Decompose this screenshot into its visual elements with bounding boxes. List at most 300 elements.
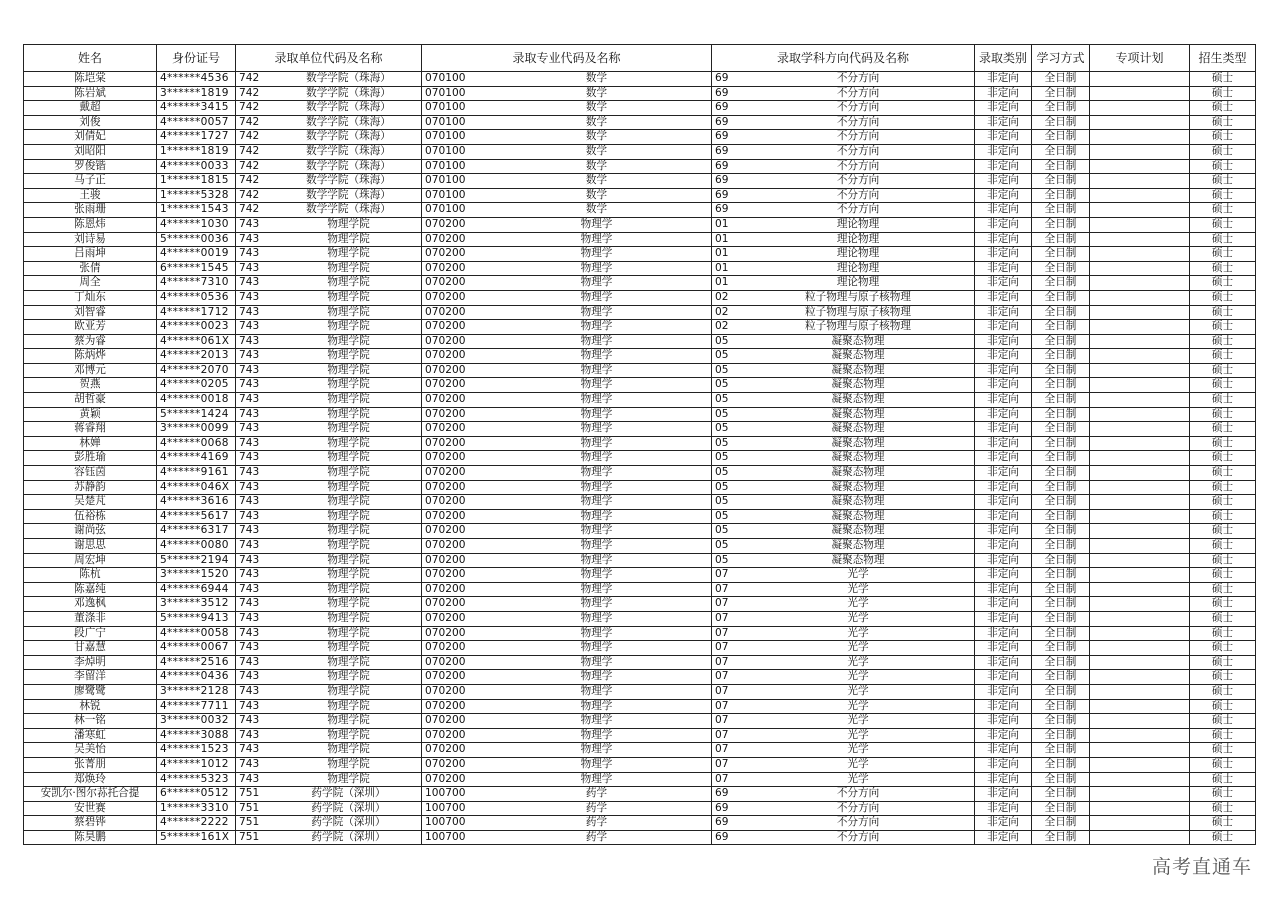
cell-major	[422, 466, 712, 481]
cell-special-plan	[1090, 232, 1190, 247]
cell-direction	[712, 159, 975, 174]
cell-unit	[236, 349, 422, 364]
cell-study-mode: 全日制	[1032, 72, 1090, 87]
header-category: 录取类别	[975, 45, 1032, 72]
cell-name: 丁灿东	[24, 290, 157, 305]
cell-name: 伍裕栋	[24, 509, 157, 524]
table-row	[24, 407, 1256, 422]
unit-code: 743	[239, 276, 260, 289]
unit-code: 743	[239, 363, 260, 376]
cell-unit	[236, 436, 422, 451]
cell-id-number: 4******4169	[157, 451, 236, 466]
cell-enroll-type: 硕士	[1190, 144, 1256, 159]
unit-name: 物理学院	[327, 568, 370, 581]
cell-study-mode: 全日制	[1032, 655, 1090, 670]
major-code: 070200	[425, 320, 466, 333]
direction-name: 光学	[847, 597, 869, 610]
cell-special-plan	[1090, 684, 1190, 699]
cell-name: 陈炳烨	[24, 349, 157, 364]
major-name: 物理学	[580, 553, 613, 566]
cell-category: 非定向	[975, 115, 1032, 130]
direction-name: 不分方向	[836, 86, 880, 99]
cell-id-number: 4******0067	[157, 641, 236, 656]
unit-name: 数学学院（珠海）	[306, 144, 391, 157]
table-row	[24, 232, 1256, 247]
cell-name: 陈杭	[24, 568, 157, 583]
cell-enroll-type: 硕士	[1190, 320, 1256, 335]
cell-special-plan	[1090, 436, 1190, 451]
cell-study-mode: 全日制	[1032, 626, 1090, 641]
direction-code: 05	[715, 378, 729, 391]
major-name: 物理学	[580, 247, 613, 260]
cell-direction	[712, 553, 975, 568]
cell-enroll-type: 硕士	[1190, 728, 1256, 743]
unit-code: 751	[239, 830, 260, 843]
table-row	[24, 451, 1256, 466]
cell-special-plan	[1090, 626, 1190, 641]
cell-study-mode: 全日制	[1032, 86, 1090, 101]
direction-name: 不分方向	[836, 101, 880, 114]
cell-category: 非定向	[975, 670, 1032, 685]
direction-name: 光学	[847, 743, 869, 756]
cell-direction	[712, 247, 975, 262]
cell-study-mode: 全日制	[1032, 144, 1090, 159]
cell-major	[422, 480, 712, 495]
major-code: 070100	[425, 174, 466, 187]
cell-enroll-type: 硕士	[1190, 261, 1256, 276]
major-name: 物理学	[580, 611, 613, 624]
unit-code: 743	[239, 553, 260, 566]
cell-study-mode: 全日制	[1032, 436, 1090, 451]
unit-code: 743	[239, 261, 260, 274]
cell-major	[422, 582, 712, 597]
cell-special-plan	[1090, 451, 1190, 466]
cell-enroll-type: 硕士	[1190, 86, 1256, 101]
cell-unit	[236, 320, 422, 335]
cell-direction	[712, 334, 975, 349]
table-row	[24, 217, 1256, 232]
cell-special-plan	[1090, 188, 1190, 203]
direction-code: 05	[715, 451, 729, 464]
unit-name: 物理学院	[327, 582, 370, 595]
major-name: 物理学	[580, 217, 613, 230]
cell-major	[422, 232, 712, 247]
major-code: 070200	[425, 436, 466, 449]
cell-enroll-type: 硕士	[1190, 524, 1256, 539]
unit-name: 物理学院	[327, 655, 370, 668]
cell-unit	[236, 830, 422, 845]
cell-name: 吴楚芃	[24, 495, 157, 510]
cell-unit	[236, 276, 422, 291]
cell-unit	[236, 86, 422, 101]
cell-id-number: 6******1545	[157, 261, 236, 276]
cell-enroll-type: 硕士	[1190, 159, 1256, 174]
major-name: 物理学	[580, 378, 613, 391]
major-code: 070200	[425, 728, 466, 741]
cell-unit	[236, 159, 422, 174]
unit-name: 数学学院（珠海）	[306, 159, 391, 172]
cell-major	[422, 451, 712, 466]
table-row	[24, 305, 1256, 320]
major-name: 数学	[585, 115, 608, 128]
cell-study-mode: 全日制	[1032, 772, 1090, 787]
cell-unit	[236, 539, 422, 554]
major-name: 数学	[585, 130, 608, 143]
major-name: 物理学	[580, 757, 613, 770]
cell-enroll-type: 硕士	[1190, 480, 1256, 495]
major-code: 070200	[425, 626, 466, 639]
cell-id-number: 4******0205	[157, 378, 236, 393]
major-name: 物理学	[580, 422, 613, 435]
direction-code: 69	[715, 86, 729, 99]
major-code: 070100	[425, 203, 466, 216]
cell-unit	[236, 305, 422, 320]
cell-study-mode: 全日制	[1032, 714, 1090, 729]
cell-name: 陈恩炜	[24, 217, 157, 232]
unit-code: 743	[239, 466, 260, 479]
unit-name: 物理学院	[327, 349, 370, 362]
unit-code: 743	[239, 232, 260, 245]
cell-special-plan	[1090, 466, 1190, 481]
cell-unit	[236, 641, 422, 656]
cell-category: 非定向	[975, 276, 1032, 291]
cell-id-number: 4******1712	[157, 305, 236, 320]
direction-name: 凝聚态物理	[831, 349, 885, 362]
cell-name: 郑焕玲	[24, 772, 157, 787]
major-name: 数学	[585, 174, 608, 187]
cell-special-plan	[1090, 159, 1190, 174]
cell-major	[422, 276, 712, 291]
cell-study-mode: 全日制	[1032, 188, 1090, 203]
cell-special-plan	[1090, 480, 1190, 495]
cell-id-number: 4******0058	[157, 626, 236, 641]
direction-name: 凝聚态物理	[831, 524, 885, 537]
cell-direction	[712, 363, 975, 378]
cell-major	[422, 699, 712, 714]
direction-name: 凝聚态物理	[831, 393, 885, 406]
cell-major	[422, 597, 712, 612]
cell-unit	[236, 787, 422, 802]
cell-study-mode: 全日制	[1032, 393, 1090, 408]
cell-category: 非定向	[975, 203, 1032, 218]
cell-direction	[712, 436, 975, 451]
unit-name: 物理学院	[327, 757, 370, 770]
cell-study-mode: 全日制	[1032, 320, 1090, 335]
cell-id-number: 3******3512	[157, 597, 236, 612]
cell-study-mode: 全日制	[1032, 743, 1090, 758]
cell-major	[422, 509, 712, 524]
table-row	[24, 86, 1256, 101]
cell-major	[422, 290, 712, 305]
cell-unit	[236, 290, 422, 305]
cell-category: 非定向	[975, 553, 1032, 568]
cell-name: 林婵	[24, 436, 157, 451]
direction-code: 05	[715, 480, 729, 493]
direction-name: 光学	[847, 670, 869, 683]
cell-id-number: 4******0023	[157, 320, 236, 335]
direction-code: 69	[715, 174, 729, 187]
major-name: 数学	[585, 159, 608, 172]
cell-name: 陈昊鹏	[24, 830, 157, 845]
cell-study-mode: 全日制	[1032, 539, 1090, 554]
table-row	[24, 772, 1256, 787]
cell-major	[422, 655, 712, 670]
unit-code: 742	[239, 188, 260, 201]
cell-major	[422, 407, 712, 422]
cell-major	[422, 830, 712, 845]
unit-code: 751	[239, 801, 260, 814]
direction-name: 不分方向	[836, 159, 880, 172]
cell-major	[422, 393, 712, 408]
cell-direction	[712, 816, 975, 831]
major-code: 070200	[425, 655, 466, 668]
cell-id-number: 4******1012	[157, 757, 236, 772]
cell-unit	[236, 714, 422, 729]
major-name: 药学	[585, 787, 608, 800]
cell-major	[422, 334, 712, 349]
cell-category: 非定向	[975, 757, 1032, 772]
direction-name: 光学	[847, 684, 869, 697]
cell-direction	[712, 626, 975, 641]
unit-code: 743	[239, 393, 260, 406]
cell-special-plan	[1090, 72, 1190, 87]
direction-code: 01	[715, 232, 729, 245]
cell-category: 非定向	[975, 72, 1032, 87]
cell-special-plan	[1090, 349, 1190, 364]
cell-category: 非定向	[975, 407, 1032, 422]
cell-category: 非定向	[975, 568, 1032, 583]
cell-enroll-type: 硕士	[1190, 188, 1256, 203]
table-row	[24, 539, 1256, 554]
cell-unit	[236, 174, 422, 189]
major-code: 070200	[425, 641, 466, 654]
unit-code: 743	[239, 757, 260, 770]
cell-category: 非定向	[975, 816, 1032, 831]
cell-id-number: 4******7310	[157, 276, 236, 291]
direction-code: 07	[715, 743, 729, 756]
cell-direction	[712, 670, 975, 685]
direction-code: 05	[715, 495, 729, 508]
cell-unit	[236, 72, 422, 87]
major-name: 物理学	[580, 276, 613, 289]
cell-id-number: 3******1819	[157, 86, 236, 101]
major-name: 物理学	[580, 684, 613, 697]
direction-code: 69	[715, 203, 729, 216]
cell-special-plan	[1090, 582, 1190, 597]
cell-category: 非定向	[975, 801, 1032, 816]
unit-name: 数学学院（珠海）	[306, 188, 391, 201]
cell-major	[422, 772, 712, 787]
cell-category: 非定向	[975, 655, 1032, 670]
cell-direction	[712, 480, 975, 495]
cell-major	[422, 320, 712, 335]
cell-id-number: 4******2222	[157, 816, 236, 831]
major-code: 070200	[425, 495, 466, 508]
cell-unit	[236, 144, 422, 159]
direction-code: 07	[715, 684, 729, 697]
major-name: 物理学	[580, 451, 613, 464]
cell-id-number: 3******1520	[157, 568, 236, 583]
cell-category: 非定向	[975, 305, 1032, 320]
cell-enroll-type: 硕士	[1190, 684, 1256, 699]
direction-name: 凝聚态物理	[831, 466, 885, 479]
direction-code: 01	[715, 261, 729, 274]
direction-name: 凝聚态物理	[831, 363, 885, 376]
cell-unit	[236, 509, 422, 524]
cell-major	[422, 714, 712, 729]
major-code: 070100	[425, 144, 466, 157]
cell-major	[422, 115, 712, 130]
major-code: 070100	[425, 72, 466, 84]
cell-special-plan	[1090, 261, 1190, 276]
major-name: 物理学	[580, 320, 613, 333]
cell-direction	[712, 115, 975, 130]
cell-id-number: 4******0068	[157, 436, 236, 451]
cell-name: 容钰茵	[24, 466, 157, 481]
table-row	[24, 568, 1256, 583]
cell-special-plan	[1090, 568, 1190, 583]
major-name: 物理学	[580, 743, 613, 756]
cell-unit	[236, 363, 422, 378]
cell-id-number: 1******1819	[157, 144, 236, 159]
cell-unit	[236, 626, 422, 641]
cell-direction	[712, 539, 975, 554]
cell-study-mode: 全日制	[1032, 451, 1090, 466]
cell-direction	[712, 714, 975, 729]
direction-name: 粒子物理与原子核物理	[805, 290, 911, 303]
cell-study-mode: 全日制	[1032, 276, 1090, 291]
table-row	[24, 480, 1256, 495]
unit-code: 743	[239, 436, 260, 449]
cell-name: 刘昭阳	[24, 144, 157, 159]
cell-enroll-type: 硕士	[1190, 349, 1256, 364]
table-header-row	[24, 45, 1256, 72]
cell-id-number: 5******161X	[157, 830, 236, 845]
cell-name: 王骏	[24, 188, 157, 203]
cell-unit	[236, 422, 422, 437]
cell-major	[422, 801, 712, 816]
cell-unit	[236, 553, 422, 568]
unit-name: 数学学院（珠海）	[306, 174, 391, 187]
major-name: 物理学	[580, 436, 613, 449]
unit-name: 物理学院	[327, 393, 370, 406]
cell-enroll-type: 硕士	[1190, 714, 1256, 729]
cell-unit	[236, 568, 422, 583]
cell-study-mode: 全日制	[1032, 466, 1090, 481]
cell-direction	[712, 451, 975, 466]
cell-category: 非定向	[975, 539, 1032, 554]
unit-name: 数学学院（珠海）	[306, 203, 391, 216]
major-code: 070200	[425, 466, 466, 479]
cell-id-number: 5******2194	[157, 553, 236, 568]
major-name: 药学	[585, 830, 608, 843]
cell-enroll-type: 硕士	[1190, 509, 1256, 524]
unit-code: 743	[239, 611, 260, 624]
direction-code: 69	[715, 130, 729, 143]
cell-study-mode: 全日制	[1032, 101, 1090, 116]
table-row	[24, 393, 1256, 408]
unit-name: 物理学院	[327, 334, 370, 347]
cell-enroll-type: 硕士	[1190, 772, 1256, 787]
cell-id-number: 4******2013	[157, 349, 236, 364]
cell-enroll-type: 硕士	[1190, 816, 1256, 831]
cell-id-number: 4******1523	[157, 743, 236, 758]
major-code: 070200	[425, 261, 466, 274]
direction-code: 05	[715, 349, 729, 362]
direction-name: 凝聚态物理	[831, 539, 885, 551]
cell-id-number: 4******2070	[157, 363, 236, 378]
table-row	[24, 363, 1256, 378]
cell-special-plan	[1090, 203, 1190, 218]
cell-special-plan	[1090, 115, 1190, 130]
cell-enroll-type: 硕士	[1190, 466, 1256, 481]
cell-name: 刘智睿	[24, 305, 157, 320]
header-major: 录取专业代码及名称	[422, 45, 712, 72]
cell-study-mode: 全日制	[1032, 757, 1090, 772]
cell-study-mode: 全日制	[1032, 495, 1090, 510]
major-code: 070200	[425, 611, 466, 624]
direction-name: 不分方向	[836, 816, 880, 829]
unit-name: 物理学院	[327, 217, 370, 230]
direction-code: 07	[715, 568, 729, 581]
unit-name: 物理学院	[327, 670, 370, 683]
direction-code: 07	[715, 641, 729, 654]
direction-name: 凝聚态物理	[831, 407, 885, 420]
cell-unit	[236, 130, 422, 145]
major-name: 物理学	[580, 495, 613, 508]
cell-direction	[712, 772, 975, 787]
major-code: 070200	[425, 290, 466, 303]
major-name: 物理学	[580, 539, 613, 551]
cell-unit	[236, 115, 422, 130]
cell-study-mode: 全日制	[1032, 728, 1090, 743]
cell-category: 非定向	[975, 582, 1032, 597]
major-name: 物理学	[580, 670, 613, 683]
cell-enroll-type: 硕士	[1190, 495, 1256, 510]
cell-major	[422, 728, 712, 743]
unit-name: 物理学院	[327, 539, 370, 551]
cell-id-number: 4******0033	[157, 159, 236, 174]
cell-direction	[712, 422, 975, 437]
direction-name: 理论物理	[836, 261, 880, 274]
table-row	[24, 334, 1256, 349]
major-code: 070200	[425, 524, 466, 537]
unit-name: 物理学院	[327, 553, 370, 566]
cell-category: 非定向	[975, 626, 1032, 641]
cell-unit	[236, 407, 422, 422]
direction-name: 粒子物理与原子核物理	[805, 320, 911, 333]
cell-enroll-type: 硕士	[1190, 217, 1256, 232]
table-row	[24, 714, 1256, 729]
cell-category: 非定向	[975, 451, 1032, 466]
unit-code: 743	[239, 714, 260, 727]
direction-code: 07	[715, 655, 729, 668]
cell-unit	[236, 524, 422, 539]
major-code: 070100	[425, 101, 466, 114]
direction-name: 光学	[847, 772, 869, 785]
cell-special-plan	[1090, 670, 1190, 685]
header-id-number: 身份证号	[157, 45, 236, 72]
cell-id-number: 1******5328	[157, 188, 236, 203]
cell-major	[422, 436, 712, 451]
unit-code: 743	[239, 480, 260, 493]
major-name: 物理学	[580, 714, 613, 727]
unit-code: 743	[239, 422, 260, 435]
cell-major	[422, 495, 712, 510]
unit-code: 743	[239, 217, 260, 230]
unit-code: 743	[239, 743, 260, 756]
major-name: 物理学	[580, 524, 613, 537]
